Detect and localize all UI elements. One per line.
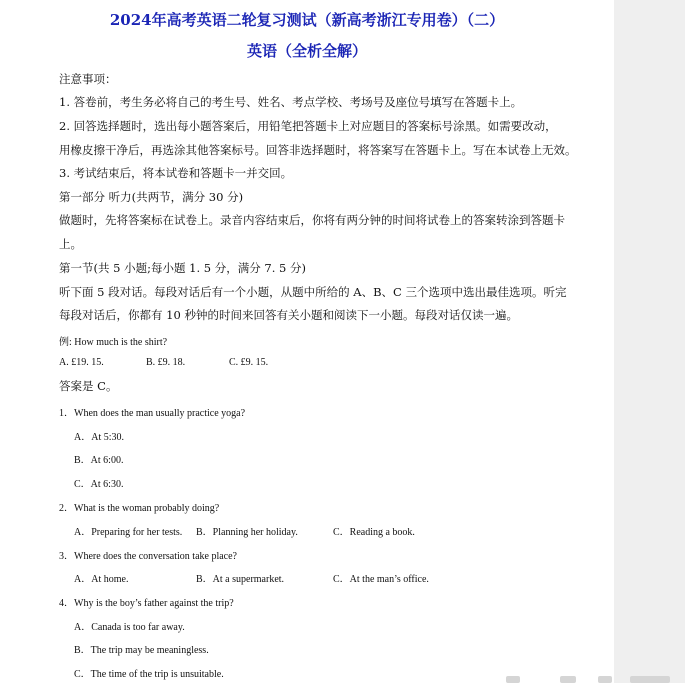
example-answer: 答案是 C。: [59, 379, 118, 393]
example-option-c: C. £9. 15.: [229, 357, 269, 368]
section-1-desc-line-2: 每段对话后，你都有 10 秒钟的时间来回答有关小题和阅读下一小题。每段对话仅读一遍。: [59, 308, 518, 322]
question-3-option-c: C．At the man’s office.: [333, 574, 429, 585]
question-1: 1．When does the man usually practice yoga?: [59, 408, 246, 419]
question-4-option-b: B．The trip may be meaningless.: [74, 645, 209, 656]
part-1-heading: 第一部分 听力(共两节，满分 30 分): [59, 190, 244, 204]
section-1-heading: 第一节(共 5 小题;每小题 1. 5 分，满分 7. 5 分): [59, 261, 306, 275]
zoom-slider[interactable]: [630, 676, 670, 683]
question-4: 4．Why is the boy’s father against the trip?: [59, 598, 234, 609]
question-4-option-c: C．The time of the trip is unsuitable.: [74, 669, 224, 680]
question-3-option-b: B．At a supermarket.: [196, 574, 285, 585]
section-1-desc-line-1: 听下面 5 段对话。每段对话后有一个小题，从题中所给的 A、B、C 三个选项中选出最佳选项。听完: [59, 285, 567, 299]
part-1-desc-line-1: 做题时，先将答案标在试卷上。录音内容结束后，你将有两分钟的时间将试卷上的答案转涂到答题卡: [59, 213, 565, 227]
question-2-option-a: A．Preparing for her tests.: [74, 527, 183, 538]
document-title: 2024年高考英语二轮复习测试（新高考浙江专用卷）（二）: [109, 11, 505, 29]
example-question: 例: How much is the shirt?: [59, 337, 168, 348]
page-view-icon[interactable]: [598, 676, 612, 683]
note-2-line-2: 用橡皮擦干净后，再选涂其他答案标号。回答非选择题时，将答案写在答题卡上。写在本试卷上无效。: [59, 143, 577, 157]
document-subtitle: 英语（全析全解）: [246, 42, 367, 60]
example-option-b: B. £9. 18.: [146, 357, 186, 368]
question-1-option-c: C．At 6:30.: [74, 479, 124, 490]
question-2: 2．What is the woman probably doing?: [59, 503, 220, 514]
notes-heading: 注意事项：: [59, 72, 117, 86]
example-option-a: A. £19. 15.: [59, 357, 104, 368]
zoom-out-icon[interactable]: [506, 676, 520, 683]
viewer-background: [614, 0, 685, 683]
question-1-option-b: B．At 6:00.: [74, 455, 124, 466]
question-4-option-a: A．Canada is too far away.: [74, 622, 185, 633]
question-2-option-c: C．Reading a book.: [333, 527, 415, 538]
note-3: 3. 考试结束后，将本试卷和答题卡一并交回。: [59, 166, 293, 180]
question-3: 3．Where does the conversation take place?: [59, 551, 237, 562]
question-2-option-b: B．Planning her holiday.: [196, 527, 298, 538]
fit-page-icon[interactable]: [560, 676, 576, 683]
question-1-option-a: A．At 5:30.: [74, 432, 124, 443]
part-1-desc-line-2: 上。: [59, 237, 82, 251]
note-2-line-1: 2. 回答选择题时，选出每小题答案后，用铅笔把答题卡上对应题目的答案标号涂黑。如需要改动，: [59, 119, 557, 133]
note-1: 1. 答卷前，考生务必将自己的考生号、姓名、考点学校、考场号及座位号填写在答题卡上。: [59, 95, 523, 109]
question-3-option-a: A．At home.: [74, 574, 129, 585]
